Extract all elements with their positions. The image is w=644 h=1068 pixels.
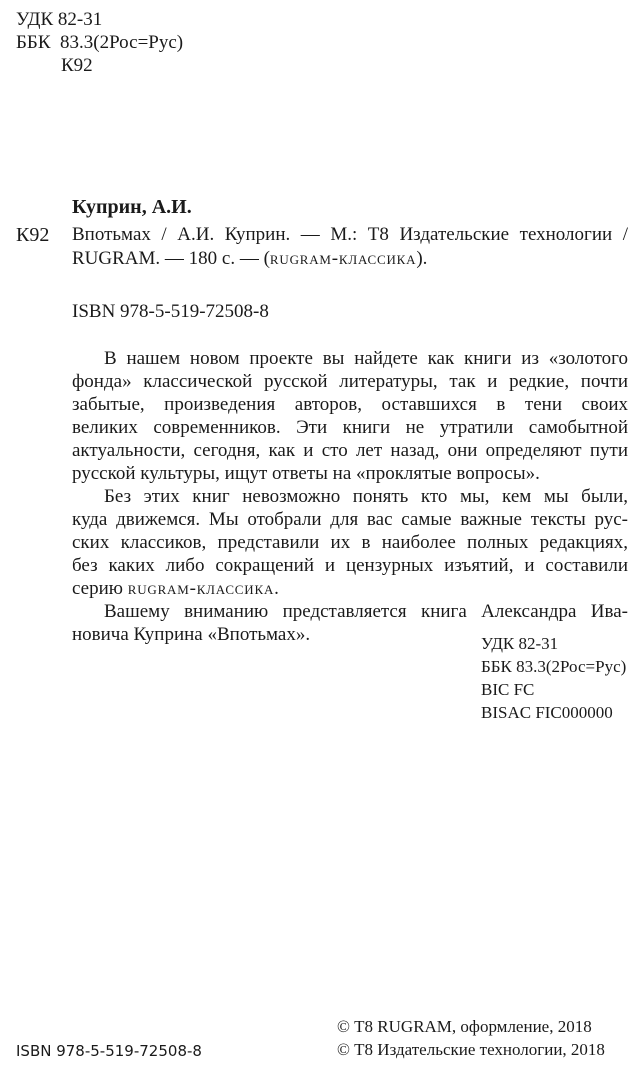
annotation-line: новича Куприна «Впотьмах».	[72, 624, 311, 645]
annotation-line	[72, 578, 279, 600]
copyright-line-2: © Т8 Издательские технологии, 2018	[337, 1040, 605, 1059]
annotation-line: русской культуры, ищут ответы на «проклятые вопросы».	[72, 463, 540, 484]
author-heading: Куприн, А.И.	[72, 196, 192, 218]
annotation-line: Без этих книг невозможно понять кто мы, кем мы были,	[104, 486, 628, 507]
bbk-code-top: ББК 83.3(2Рос=Рус)	[16, 32, 184, 53]
citation-line-2	[72, 248, 427, 270]
annotation-line: забытые, произведения авторов, оставшихся в тени своих	[72, 394, 628, 415]
bbk-code: ББК 83.3(2Рос=Рус)	[481, 657, 627, 676]
annotation-line: великих современников. Эти книги не утратили самобытной	[72, 417, 628, 438]
isbn-record: ISBN 978-5-519-72508-8	[72, 301, 269, 322]
annotation-line: куда движемся. Мы отобрали для вас самые важные тексты рус-	[72, 509, 628, 530]
bisac-code: BISAC FIC000000	[481, 703, 613, 722]
citation-line-1: Впотьмах / А.И. Куприн. — М.: Т8 Издательские технологии /	[72, 224, 628, 245]
series-name: rugram-классика	[269, 248, 417, 269]
annotation-line: Вашему вниманию представляется книга Александра Ива-	[104, 601, 628, 622]
bic-code: BIC FC	[481, 680, 535, 699]
isbn-footer: ISBN 978-5-519-72508-8	[16, 1042, 202, 1060]
udk-code-top: УДК 82-31	[16, 9, 103, 30]
annotation-line: ских классиков, представили их в наиболее полных редакциях,	[72, 532, 628, 553]
copyright-line-1: © Т8 RUGRAM, оформление, 2018	[337, 1017, 592, 1036]
annotation-text: .	[274, 578, 279, 599]
citation-end: ).	[416, 248, 428, 269]
annotation-line: В нашем новом проекте вы найдете как книги из «золотого	[104, 348, 628, 369]
annotation-text: серию	[72, 578, 128, 599]
udk-code: УДК 82-31	[481, 634, 559, 653]
citation-text: RUGRAM. — 180 с. — (	[72, 248, 270, 269]
annotation-line: актуальности, сегодня, как и сто лет назад, они определяют пути	[72, 440, 628, 461]
author-mark: К92	[16, 224, 50, 246]
series-name: rugram-классика	[127, 578, 275, 599]
author-mark-top: К92	[61, 55, 93, 76]
annotation-line: фонда» классической русской литературы, так и редкие, почти	[72, 371, 628, 392]
annotation-line: без каких либо сокращений и цензурных изъятий, и составили	[72, 555, 628, 576]
